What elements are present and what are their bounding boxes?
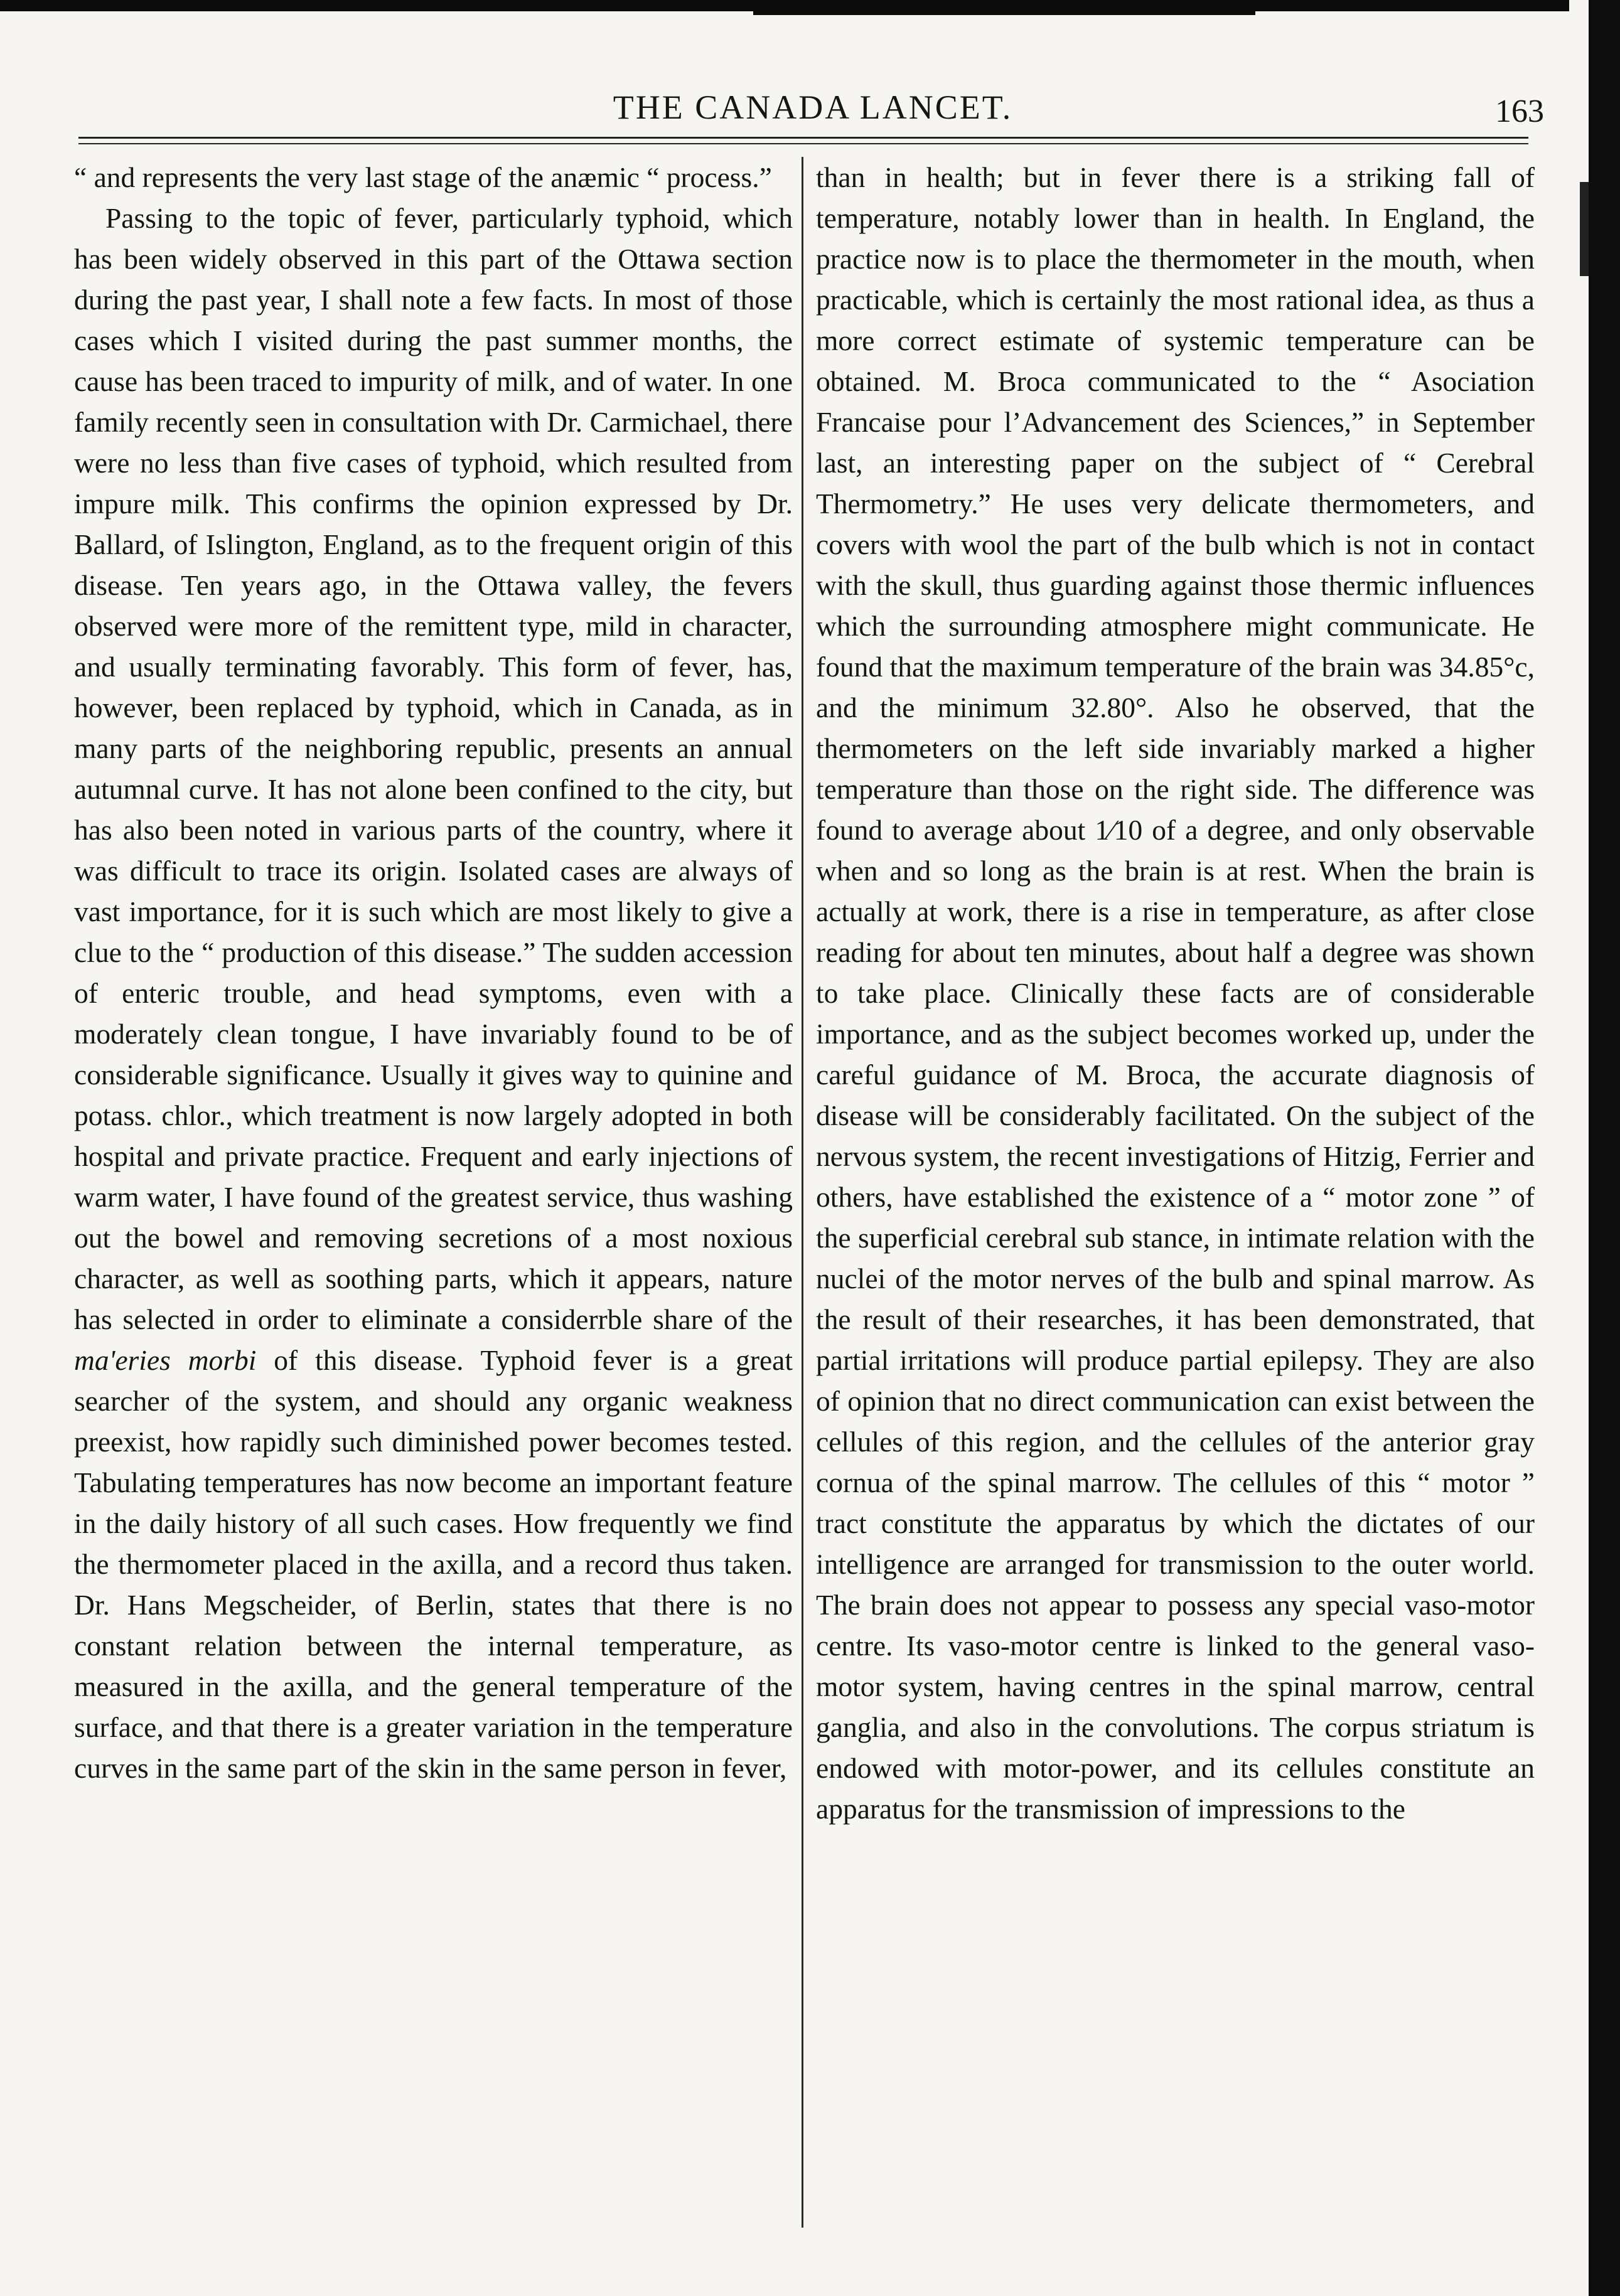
left-column — [74, 157, 793, 1788]
header-rule-top — [78, 137, 1528, 139]
scan-edge-shadow — [1580, 182, 1589, 276]
scan-top-border-shadow — [753, 11, 1255, 15]
fever-text-part-1: Passing to the topic of fever, particularly typhoid, which has been widely observed in this part of the Ottawa section during the past year, I shall note a few facts. In most of those cases which I visited during the past summer months, the cause has been traced to impurity of milk, and of water. In one family recently seen in consultation with Dr. Carmichael, there were no less than five cases of typhoid, which resulted from impure milk. This confirms the opinion expressed by Dr. Ballard, of Islington, England, as to the frequent origin of this disease. Ten years ago, in the Ottawa valley, the fevers observed were more of the remittent type, mild in character, and usually terminating favorably. This form of fever, has, however, been replaced by typhoid, which in Canada, as in many parts of the neighboring republic, presents an annual autumnal curve. It has not alone been confined to the city, but has also been noted in various parts of the country, where it was difficult to trace its origin. Isolated cases are always of vast importance, for it is such which are most likely to give a clue to the “ production of this disease.” The sudden accession of enteric trouble, and head symptoms, even with a moderately clean tongue, I have invariably found to be of considerable significance. Usually it gives way to quinine and potass. chlor., which treatment is now largely adopted in both hospital and private practice. Frequent and early injections of warm water, I have found of the greatest service, thus washing out the bowel and removing secretions of a most noxious character, as well as soothing parts, which it appears, nature has selected in order to eliminate a considerrble share of the — [74, 202, 793, 1335]
latin-term: ma'eries morbi — [74, 1344, 257, 1376]
page-number: 163 — [1495, 93, 1544, 129]
paragraph-thermometry — [816, 157, 1535, 1829]
fraction-one-tenth: 1⁄10 — [1095, 814, 1143, 846]
scan-top-border — [0, 0, 1569, 11]
page-header — [82, 88, 1544, 138]
paragraph-fever — [74, 198, 793, 1788]
running-title: THE CANADA LANCET. — [613, 88, 1013, 126]
right-column — [816, 157, 1535, 1829]
header-rule-bottom — [78, 143, 1528, 144]
scan-right-edge — [1589, 0, 1620, 2296]
fever-text-part-2: of this disease. Typhoid fever is a great searcher of the system, and should any organic weakness preexist, how rapidly such diminished power becomes tested. Tabulating temperatures has now become an important feature in the daily history of all such cases. How frequently we find the thermometer placed in the axilla, and a record thus taken. Dr. Hans Megscheider, of Berlin, states that there is no constant relation between the internal temperature, as measured in the axilla, and the general temperature of the surface, and that there is a greater variation in the temperature curves in the same part of the skin in the same person in fever, — [74, 1344, 793, 1784]
thermometry-text-part-1: than in health; but in fever there is a striking fall of temperature, notably lower than in health. In England, the practice now is to place the thermometer in the mouth, when practicable, which is certainly the most rational idea, as thus a more correct estimate of systemic temperature can be obtained. M. Broca communicated to the “ Asociation Francaise pour l’Advancement des Sciences,” in September last, an interesting paper on the subject of “ Cerebral Thermometry.” He uses very delicate thermometers, and covers with wool the part of the bulb which is not in contact with the skull, thus guarding against those thermic influences which the surrounding atmosphere might communicate. He found that the maximum temperature of the brain was 34.85°c, and the minimum 32.80°. Also he observed, that the thermometers on the left side invariably marked a higher temperature than those on the right side. The difference was found to average about — [816, 161, 1535, 846]
thermometry-text-part-2: of a degree, and only observable when and so long as the brain is at rest. When the brain is actually at work, there is a rise in temperature, as after close reading for about ten minutes, about half a degree was shown to take place. Clinically these facts are of considerable importance, and as the subject becomes worked up, under the careful guidance of M. Broca, the accurate diagnosis of disease will be considerably facilitated. On the subject of the nervous system, the recent investigations of Hitzig, Ferrier and others, have established the existence of a “ motor zone ” of the superficial cerebral sub stance, in intimate relation with the nuclei of the motor nerves of the bulb and spinal marrow. As the result of their researches, it has been demonstrated, that partial irritations will produce partial epilepsy. They are also of opinion that no direct communication can exist between the cellules of this region, and the cellules of the anterior gray cornua of the spinal marrow. The cellules of this “ motor ” tract constitute the apparatus by which the dictates of our intelligence are arranged for transmission to the outer world. The brain does not appear to possess any special vaso-motor centre. Its vaso-motor centre is linked to the general vaso-motor system, having centres in the spinal marrow, central ganglia, and also in the convolutions. The corpus striatum is endowed with motor-power, and its cellules constitute an apparatus for the transmission of impressions to the — [816, 814, 1535, 1825]
paragraph-anaemic-quote: “ and represents the very last stage of the anæmic “ process.” — [74, 161, 772, 193]
column-divider — [802, 157, 803, 2228]
